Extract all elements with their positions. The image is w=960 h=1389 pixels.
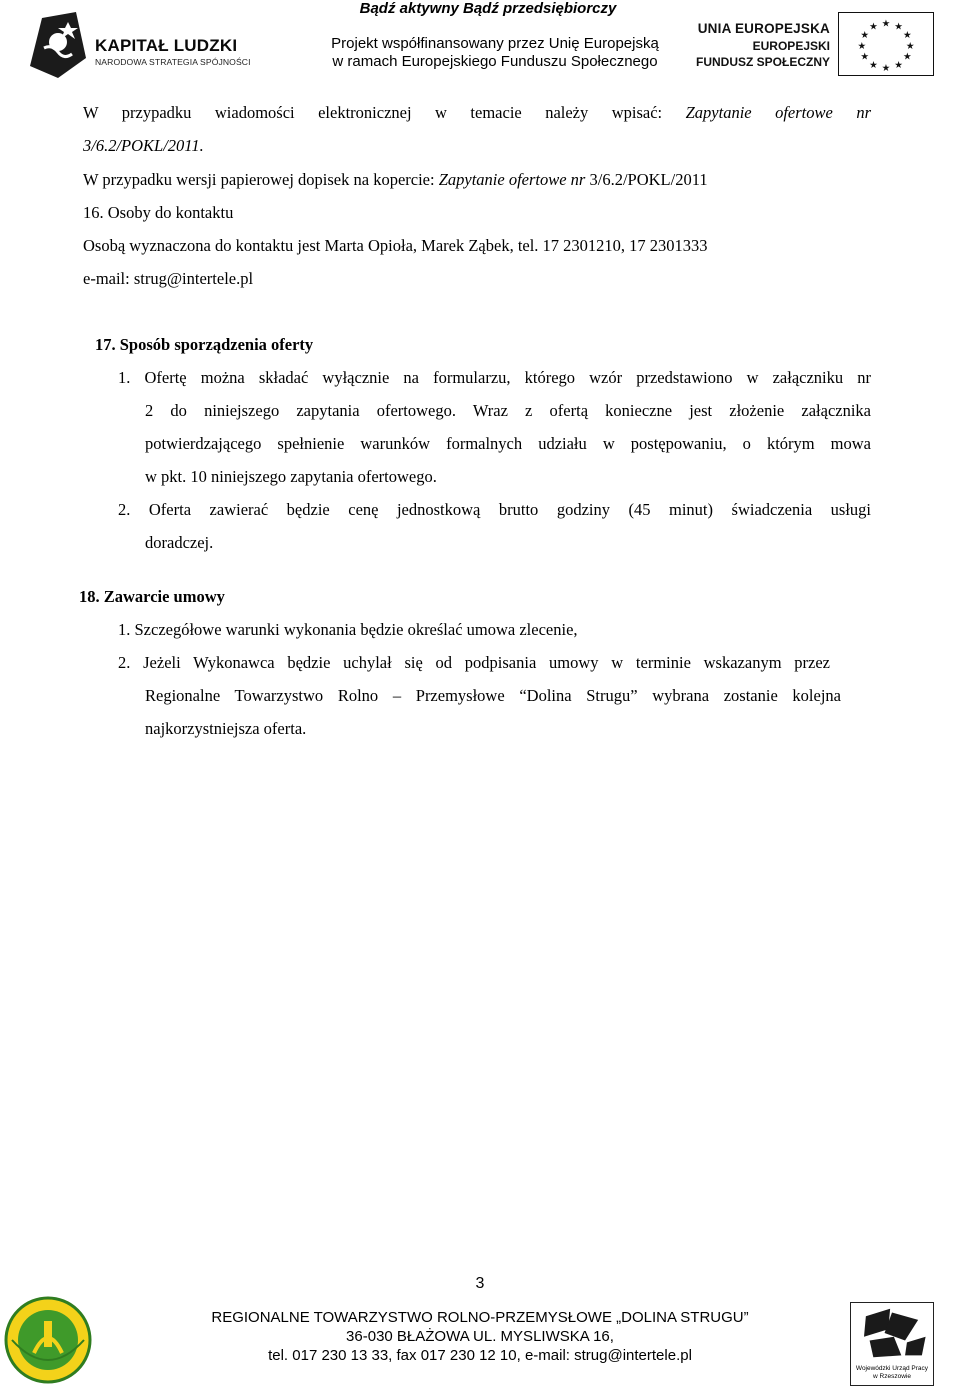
section-17-item-2-line-1: 2. Oferta zawierać będzie cenę jednostkową brutto godziny (45 minut) świadczenia usługi [118,500,871,519]
footer-contact: tel. 017 230 13 33, fax 017 230 12 10, e-mail: strug@intertele.pl [268,1347,692,1364]
svg-text:★: ★ [881,18,891,30]
section-17-title: 17. Sposób sporządzenia oferty [95,335,314,354]
section-18-item-2-line-2: Regionalne Towarzystwo Rolno – Przemysłowe “Dolina Strugu” wybrana zostanie kolejna [145,686,841,705]
eu-line-3: FUNDUSZ SPOŁECZNY [695,55,830,69]
eu-flag-icon [838,12,934,76]
page-header [0,0,960,85]
wup-caption-line-1: Wojewódzki Urząd Pracy [855,1365,929,1372]
email-instruction-line-1: W przypadku wiadomości elektronicznej w temacie należy wpisać: Zapytanie ofertowe nr [83,103,871,122]
kapital-ludzki-logo [28,12,90,78]
wup-emblem-icon [851,1305,933,1361]
section-18-title: 18. Zawarcie umowy [79,587,225,606]
svg-text:★: ★ [894,21,903,33]
svg-text:★: ★ [902,51,912,63]
wup-caption [851,1365,933,1381]
paper-instruction: W przypadku wersji papierowej dopisek na kopercie: Zapytanie ofertowe nr 3/6.2/POKL/2011 [83,170,708,189]
svg-text:★: ★ [881,63,891,75]
svg-text:★: ★ [857,40,867,52]
footer-address: 36-030 BŁAŻOWA UL. MYSLIWSKA 16, [346,1328,614,1345]
footer-organization: REGIONALNE TOWARZYSTWO ROLNO-PRZEMYSŁOWE „DOLINA STRUGU” [211,1309,749,1326]
eu-fund-text [695,20,830,70]
section-17-item-2-line-2: doradczej. [145,533,214,552]
svg-text:★: ★ [869,60,878,72]
section-16-title: 16. Osoby do kontaktu [83,203,234,222]
cofinanced-line-2: w ramach Europejskiego Funduszu Społecznego [332,53,658,70]
kapital-ludzki-title: KAPITAŁ LUDZKI [95,36,238,55]
eu-line-1: UNIA EUROPEJSKA [697,21,830,36]
section-17-item-1-line-4: w pkt. 10 niniejszego zapytania ofertowego. [145,467,437,486]
section-17-item-1-line-1: 1. Ofertę można składać wyłącznie na formularzu, którego wzór przedstawiono w załączniku nr [118,368,871,387]
dolina-strugu-logo [4,1293,92,1387]
wup-caption-line-2: w Rzeszowie [873,1373,911,1380]
kapital-ludzki-subtitle: NARODOWA STRATEGIA SPÓJNOŚCI [95,57,251,67]
svg-text:★: ★ [905,40,915,52]
svg-text:★: ★ [860,51,870,63]
page-number: 3 [475,1275,485,1292]
section-17-item-1-line-2: 2 do niniejszego zapytania ofertowego. Wraz z ofertą konieczne jest złożenie załącznika [145,401,871,420]
svg-text:★: ★ [869,21,878,33]
svg-text:★: ★ [860,30,870,42]
svg-text:★: ★ [902,30,912,42]
eu-line-2: EUROPEJSKI [752,39,830,53]
section-18-item-2-line-3: najkorzystniejsza oferta. [145,719,307,738]
section-17-item-1-line-3: potwierdzającego spełnienie warunków formalnych udziału w postępowaniu, o którym mowa [145,434,871,453]
section-18-item-2-line-1: 2. Jeżeli Wykonawca będzie uchylał się od podpisania umowy w terminie wskazanym przez [118,653,830,672]
section-16-email: e-mail: strug@intertele.pl [83,269,254,288]
email-instruction-line-2: 3/6.2/POKL/2011. [83,136,204,155]
wup-rzeszow-logo [850,1302,934,1386]
svg-text:★: ★ [894,60,903,72]
section-18-item-1: 1. Szczegółowe warunki wykonania będzie określać umowa zlecenie, [118,620,578,639]
header-tagline: Bądź aktywny Bądź przedsiębiorczy [359,0,617,17]
cofinanced-line-1: Projekt współfinansowany przez Unię Europejską [331,35,659,52]
section-16-contacts: Osobą wyznaczona do kontaktu jest Marta Opioła, Marek Ząbek, tel. 17 2301210, 17 2301333 [83,236,708,255]
